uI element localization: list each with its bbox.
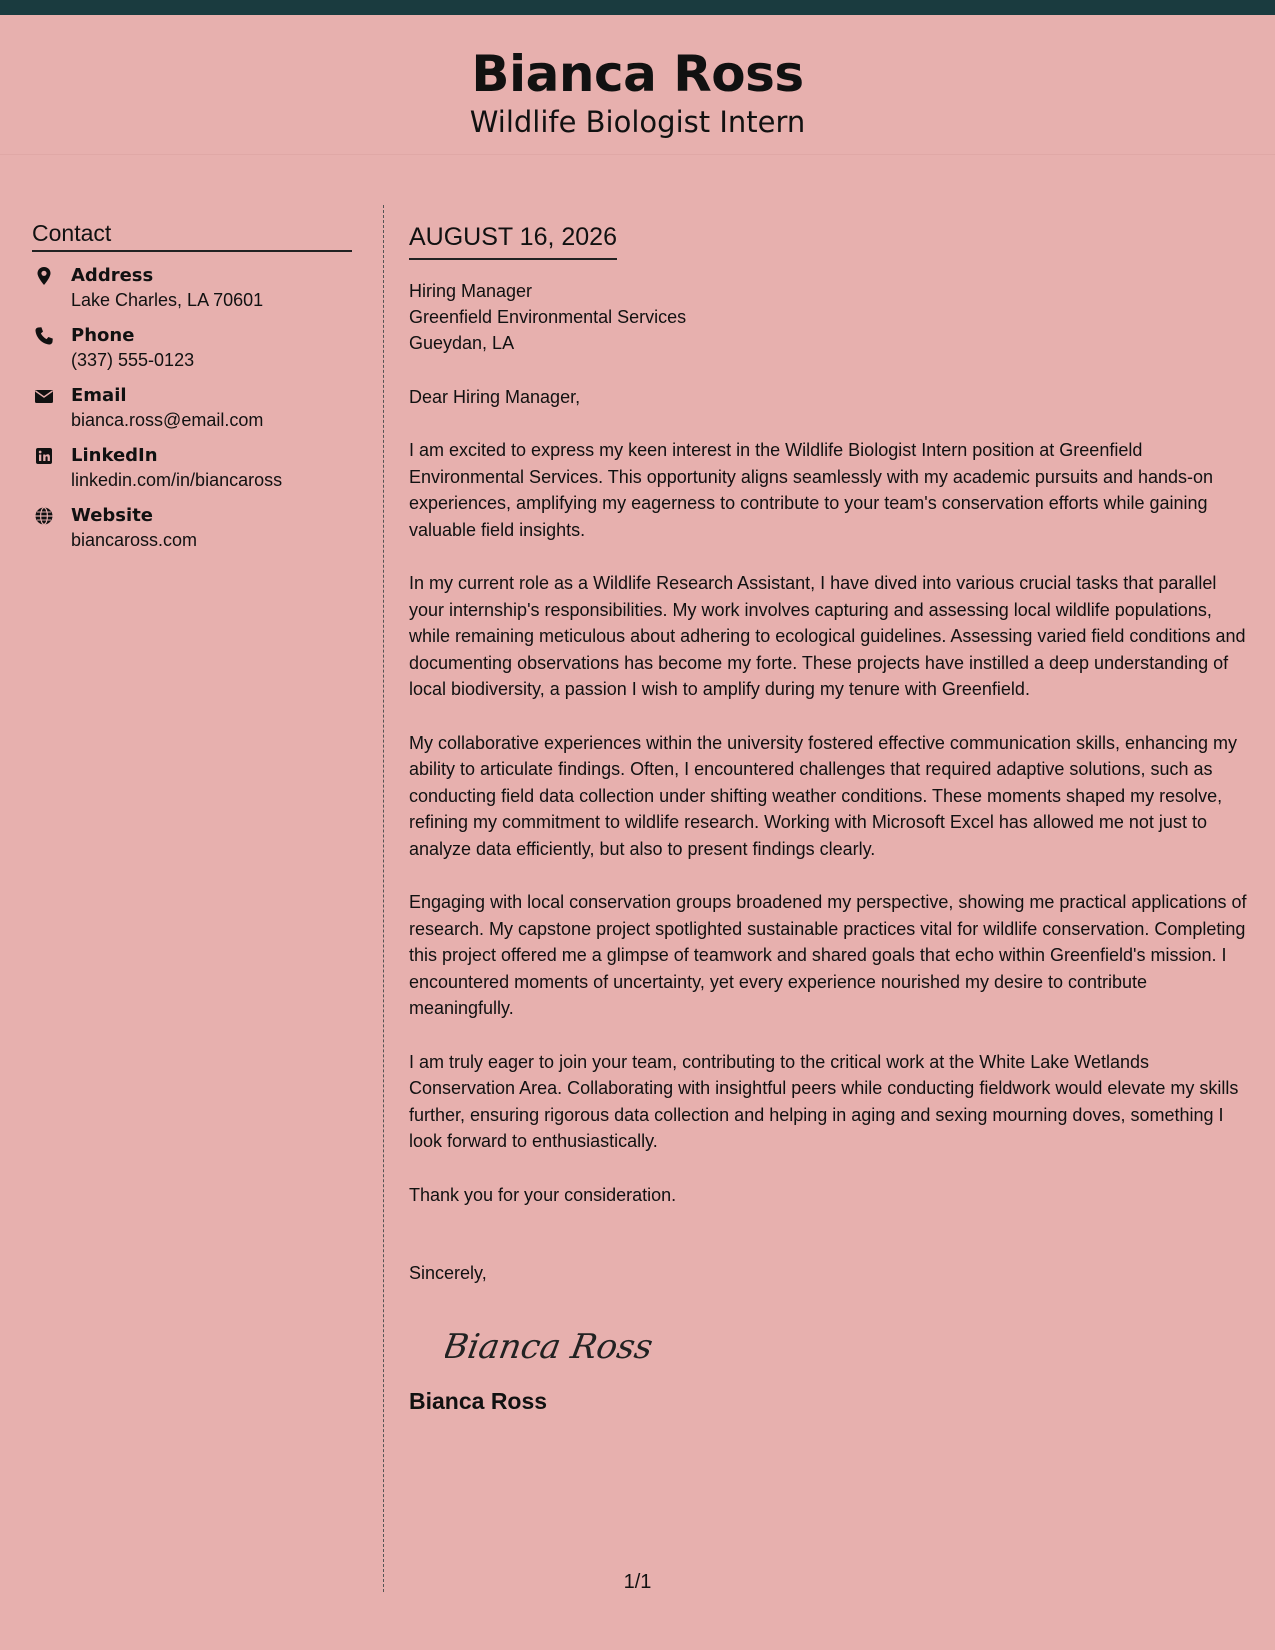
recipient-line: Hiring Manager [409,281,533,301]
contact-phone [32,324,352,372]
contact-label: Website [71,505,154,526]
contact-label: Phone [71,325,135,346]
recipient-line: Gueydan, LA [409,333,515,353]
envelope-icon [34,386,54,406]
contact-value: linkedin.com/in/biancaross [71,470,283,490]
contact-value: Lake Charles, LA 70601 [71,290,264,310]
signature-text: Bianca Ross [445,1327,656,1367]
globe-icon [34,506,54,526]
contact-website [32,504,352,552]
contact-linkedin [32,444,352,492]
paragraph: Thank you for your consideration. [409,1184,677,1205]
candidate-name: Bianca Ross [471,45,804,103]
letter-body [409,220,1249,1416]
phone-icon [34,326,54,346]
contact-address [32,264,352,312]
letter-date: AUGUST 16, 2026 [409,220,617,260]
closing: Sincerely, [409,1263,487,1283]
map-pin-icon [34,266,54,286]
signature-graphic [445,1314,665,1374]
contact-value: bianca.ross@email.com [71,410,264,430]
contact-heading: Contact [32,218,352,252]
page-number: 1/1 [623,1571,652,1593]
top-accent-bar [0,0,1275,15]
column-divider [383,205,384,1592]
header [0,15,1275,155]
contact-email [32,384,352,432]
paragraph: In my current role as a Wildlife Research Assistant, I have dived into various crucial tasks that parallel your internship's responsibilities. My work involves capturing and assessing local wildlife populations, while remaining meticulous about adhering to ecological guidelines. Assessing varied field conditions and documenting observations has become my forte. These projects have instilled a deep understanding of local biodiversity, a passion I wish to amplify during my tenure with Greenfield. [409,573,1246,699]
paragraph: My collaborative experiences within the university fostered effective communication skills, enhancing my ability to articulate findings. Often, I encountered challenges that required adaptive solutions, such as conducting field data collection under shifting weather conditions. These moments shaped my resolve, refining my commitment to wildlife research. Working with Microsoft Excel has allowed me not just to analyze data efficiently, but also to present findings clearly. [409,732,1238,859]
paragraph: Engaging with local conservation groups broadened my perspective, showing me practical applications of research. My capstone project spotlighted sustainable practices vital for wildlife conservation. Completing this project offered me a glimpse of teamwork and shared goals that echo within Greenfield's mission. I encountered moments of uncertainty, yet every experience nourished my desire to contribute meaningfully. [409,892,1247,1018]
contact-sidebar [32,218,352,552]
paragraph: I am truly eager to join your team, contributing to the critical work at the White Lake Wetlands Conservation Area. Collaborating with insightful peers while conducting fieldwork would elevate my skills further, ensuring rigorous data collection and helping in aging and sexing mourning doves, something I look forward to enthusiastically. [409,1051,1239,1151]
candidate-role: Wildlife Biologist Intern [469,105,806,139]
linkedin-icon [34,446,54,466]
contact-label: LinkedIn [71,445,158,466]
recipient-block [409,278,1249,356]
contact-label: Email [71,385,127,406]
signature [445,1314,1249,1374]
paragraph: I am excited to express my keen interest in the Wildlife Biologist Intern position at Greenfield Environmental Services. This opportunity aligns seamlessly with my academic pursuits and hands-on experiences, amplifying my eagerness to contribute to your team's conservation efforts while gaining valuable field insights. [409,440,1214,540]
recipient-line: Greenfield Environmental Services [409,307,687,327]
signer-name: Bianca Ross [409,1388,548,1414]
salutation: Dear Hiring Manager, [409,387,581,407]
contact-value: biancaross.com [71,530,198,550]
contact-value: (337) 555-0123 [71,350,195,370]
contact-label: Address [71,265,154,286]
